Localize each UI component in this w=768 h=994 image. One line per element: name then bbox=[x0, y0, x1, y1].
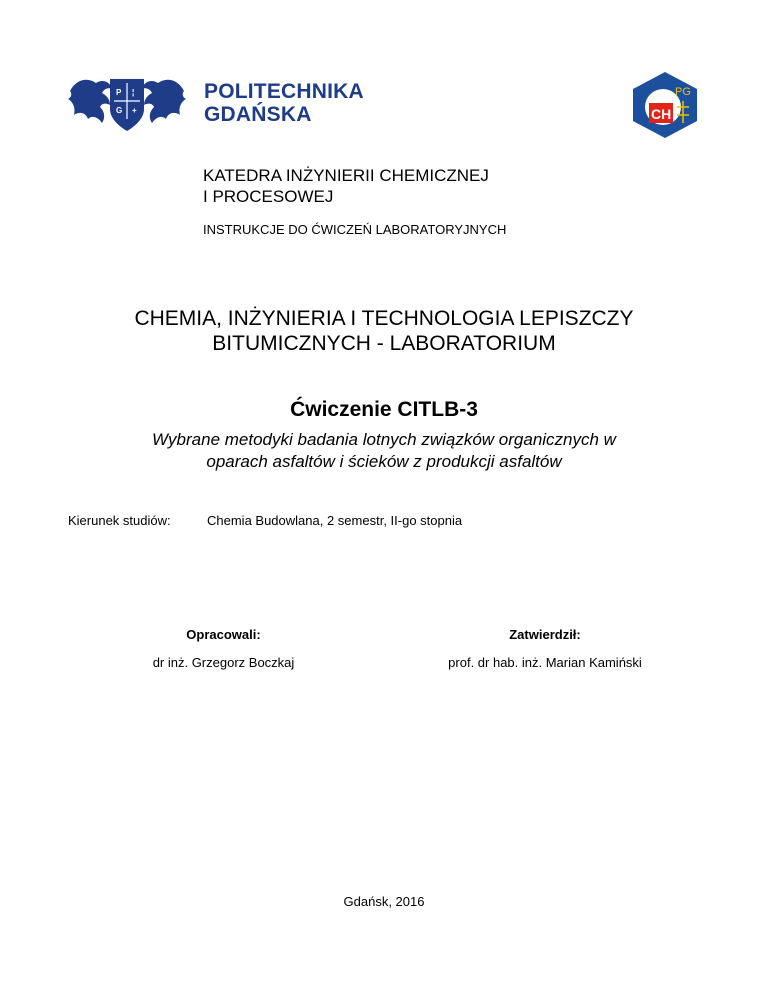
approved-by-name: prof. dr hab. inż. Marian Kamiński bbox=[448, 655, 642, 670]
svg-text:+: + bbox=[132, 106, 137, 115]
university-name-line1: POLITECHNIKA bbox=[204, 80, 364, 103]
course-title bbox=[0, 306, 768, 356]
department-name bbox=[203, 165, 489, 207]
place-and-date: Gdańsk, 2016 bbox=[343, 894, 425, 909]
exercise-title: Ćwiczenie CITLB-3 bbox=[290, 398, 478, 421]
prepared-by-name: dr inż. Grzegorz Boczkaj bbox=[152, 655, 295, 670]
course-title-line1: CHEMIA, INŻYNIERIA I TECHNOLOGIA LEPISZCZY bbox=[134, 307, 634, 330]
university-wordmark bbox=[204, 80, 364, 126]
exercise-subtitle-line2: oparach asfaltów i ścieków z produkcji asfaltów bbox=[206, 452, 562, 471]
university-name-line2: GDAŃSKA bbox=[204, 103, 312, 126]
approved-by-label: Zatwierdził: bbox=[509, 627, 581, 642]
department-line2: I PROCESOWEJ bbox=[203, 187, 334, 206]
chemistry-faculty-logo-icon bbox=[629, 71, 701, 139]
svg-text:P: P bbox=[116, 88, 122, 97]
ch-logo-text: CH bbox=[651, 106, 672, 122]
course-title-line2: BITUMICZNYCH - LABORATORIUM bbox=[212, 332, 556, 355]
study-field-label: Kierunek studiów: bbox=[68, 513, 171, 528]
exercise-subtitle-line1: Wybrane metodyki badania lotnych związków organicznych w bbox=[152, 430, 616, 449]
instructions-heading: INSTRUKCJE DO ĆWICZEŃ LABORATORYJNYCH bbox=[203, 222, 507, 237]
department-line1: KATEDRA INŻYNIERII CHEMICZNEJ bbox=[203, 166, 489, 185]
pg-logo-text: PG bbox=[675, 86, 691, 98]
exercise-subtitle bbox=[0, 429, 768, 473]
study-field-value: Chemia Budowlana, 2 semestr, II-go stopnia bbox=[207, 513, 463, 528]
svg-text:¦: ¦ bbox=[132, 88, 135, 97]
svg-text:G: G bbox=[116, 106, 123, 115]
prepared-by-label: Opracowali: bbox=[186, 627, 261, 642]
